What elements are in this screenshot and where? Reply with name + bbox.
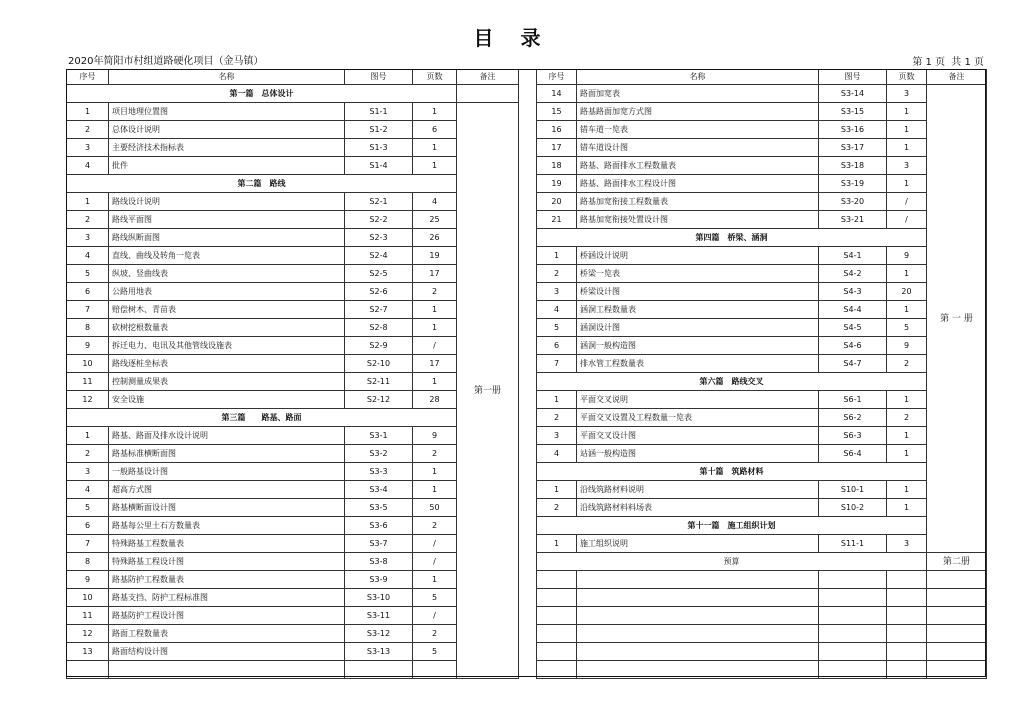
row-number: 21: [537, 211, 577, 229]
row-number: 1: [537, 481, 577, 499]
drawing-name: 项目地理位置图: [109, 103, 345, 121]
empty-cell: [887, 625, 927, 643]
row-number: 3: [537, 427, 577, 445]
page-count: 1: [887, 121, 927, 139]
row-number: 5: [67, 499, 109, 517]
row-number: 18: [537, 157, 577, 175]
drawing-name: 砍树挖根数量表: [109, 319, 345, 337]
row-number: 1: [537, 535, 577, 553]
row-number: 3: [67, 139, 109, 157]
row-number: 2: [537, 499, 577, 517]
drawing-name: 路基加宽衔接处置设计图: [577, 211, 819, 229]
drawing-code: S1-4: [345, 157, 413, 175]
drawing-code: S6-1: [819, 391, 887, 409]
drawing-code: S2-4: [345, 247, 413, 265]
drawing-name: 涵洞工程数量表: [577, 301, 819, 319]
drawing-name: 错车道一览表: [577, 121, 819, 139]
drawing-name: 一般路基设计图: [109, 463, 345, 481]
page-count: 9: [887, 247, 927, 265]
drawing-name: 路基防护工程数量表: [109, 571, 345, 589]
drawing-name: 特殊路基工程设计图: [109, 553, 345, 571]
left-col-name-header: 名称: [109, 70, 345, 85]
drawing-code: S10-1: [819, 481, 887, 499]
row-number: 16: [537, 121, 577, 139]
page-count: 1: [413, 157, 457, 175]
drawing-code: S3-7: [345, 535, 413, 553]
drawing-name: 安全设施: [109, 391, 345, 409]
row-number: 4: [67, 481, 109, 499]
page-count: 3: [887, 157, 927, 175]
row-number: 8: [67, 553, 109, 571]
page-count: 2: [413, 283, 457, 301]
row-number: 5: [67, 265, 109, 283]
page-count: /: [887, 211, 927, 229]
drawing-code: S3-1: [345, 427, 413, 445]
drawing-code: S3-15: [819, 103, 887, 121]
row-number: 1: [537, 391, 577, 409]
drawing-name: 沿线筑路材料料场表: [577, 499, 819, 517]
drawing-code: S3-2: [345, 445, 413, 463]
drawing-name: 路线平面图: [109, 211, 345, 229]
drawing-name: 公路用地表: [109, 283, 345, 301]
empty-cell: [887, 607, 927, 625]
drawing-name: 路线设计说明: [109, 193, 345, 211]
drawing-code: S4-7: [819, 355, 887, 373]
drawing-code: S6-4: [819, 445, 887, 463]
drawing-code: S2-9: [345, 337, 413, 355]
drawing-code: S2-8: [345, 319, 413, 337]
row-number: 2: [67, 121, 109, 139]
row-number: 1: [67, 103, 109, 121]
row-number: 11: [67, 373, 109, 391]
page-count: 1: [887, 499, 927, 517]
empty-cell: [887, 661, 927, 679]
page-count: 1: [887, 391, 927, 409]
row-number: 1: [67, 427, 109, 445]
section-heading: 第十篇 筑路材料: [537, 463, 927, 481]
drawing-code: S3-3: [345, 463, 413, 481]
page-count: 5: [413, 643, 457, 661]
page-count: 6: [413, 121, 457, 139]
page-count: 1: [413, 463, 457, 481]
left-col-code-header: 图号: [345, 70, 413, 85]
left-col-remark-header: 备注: [457, 70, 519, 85]
drawing-code: S4-2: [819, 265, 887, 283]
right-col-remark-header: 备注: [927, 70, 987, 85]
page-count: 9: [413, 427, 457, 445]
page-count: 26: [413, 229, 457, 247]
drawing-code: S3-5: [345, 499, 413, 517]
page-count: 1: [887, 301, 927, 319]
page-count: 4: [413, 193, 457, 211]
page-count: 50: [413, 499, 457, 517]
empty-cell: [577, 589, 819, 607]
drawing-code: S2-10: [345, 355, 413, 373]
drawing-code: S4-6: [819, 337, 887, 355]
drawing-code: S3-13: [345, 643, 413, 661]
empty-cell: [927, 625, 987, 643]
page-info: [909, 53, 984, 68]
page-count: 28: [413, 391, 457, 409]
empty-cell: [577, 625, 819, 643]
drawing-code: S3-16: [819, 121, 887, 139]
drawing-code: S3-4: [345, 481, 413, 499]
drawing-name: 批件: [109, 157, 345, 175]
drawing-code: S3-20: [819, 193, 887, 211]
drawing-name: 直线、曲线及转角一览表: [109, 247, 345, 265]
page-count: 1: [887, 175, 927, 193]
drawing-code: S2-11: [345, 373, 413, 391]
row-number: 10: [67, 355, 109, 373]
drawing-name: 桥梁一览表: [577, 265, 819, 283]
page-count: 17: [413, 265, 457, 283]
drawing-name: 平面交叉说明: [577, 391, 819, 409]
empty-cell: [927, 571, 987, 589]
page-number: 第 1 页: [912, 57, 946, 68]
page-count: 2: [413, 445, 457, 463]
budget-row: 预算: [537, 553, 927, 571]
empty-cell: [927, 589, 987, 607]
page-count: 3: [887, 85, 927, 103]
drawing-name: 错车道设计图: [577, 139, 819, 157]
row-number: 12: [67, 625, 109, 643]
drawing-name: 路基、路面及排水设计说明: [109, 427, 345, 445]
empty-cell: [887, 571, 927, 589]
drawing-code: S10-2: [819, 499, 887, 517]
page-count: 1: [887, 445, 927, 463]
volume-remark: 第二册: [927, 553, 987, 571]
drawing-name: 路基每公里土石方数量表: [109, 517, 345, 535]
right-col-pages-header: 页数: [887, 70, 927, 85]
drawing-name: 施工组织说明: [577, 535, 819, 553]
page-count: 2: [887, 355, 927, 373]
drawing-name: 路基、路面排水工程数量表: [577, 157, 819, 175]
drawing-code: S2-7: [345, 301, 413, 319]
row-number: 2: [67, 445, 109, 463]
empty-cell: [819, 661, 887, 679]
drawing-name: 涵洞一般构造图: [577, 337, 819, 355]
section-heading: 第一篇 总体设计: [67, 85, 457, 103]
empty-cell: [887, 589, 927, 607]
row-number: 12: [67, 391, 109, 409]
drawing-name: 路基防护工程设计图: [109, 607, 345, 625]
row-number: 7: [67, 535, 109, 553]
drawing-name: 拆迁电力、电讯及其他管线设施表: [109, 337, 345, 355]
row-number: 8: [67, 319, 109, 337]
drawing-name: 沿线筑路材料说明: [577, 481, 819, 499]
empty-cell: [413, 661, 457, 679]
page-count: /: [413, 553, 457, 571]
page-title: 目 录: [473, 26, 551, 50]
empty-cell: [577, 661, 819, 679]
drawing-name: 路面工程数量表: [109, 625, 345, 643]
drawing-code: S3-11: [345, 607, 413, 625]
drawing-code: S2-6: [345, 283, 413, 301]
drawing-name: 排水管工程数量表: [577, 355, 819, 373]
drawing-name: 路基支挡、防护工程标准图: [109, 589, 345, 607]
drawing-code: S6-3: [819, 427, 887, 445]
left-col-pages-header: 页数: [413, 70, 457, 85]
page-count: 5: [887, 319, 927, 337]
row-number: 2: [537, 265, 577, 283]
drawing-name: 路基路面加宽方式图: [577, 103, 819, 121]
drawing-name: 路基标准横断面图: [109, 445, 345, 463]
left-remark-blank: [457, 85, 519, 103]
empty-cell: [537, 661, 577, 679]
drawing-name: 控制测量成果表: [109, 373, 345, 391]
drawing-code: S6-2: [819, 409, 887, 427]
row-number: 2: [537, 409, 577, 427]
drawing-name: 路基加宽衔接工程数量表: [577, 193, 819, 211]
empty-cell: [537, 589, 577, 607]
empty-cell: [927, 643, 987, 661]
drawing-name: 路基横断面设计图: [109, 499, 345, 517]
page-count: 19: [413, 247, 457, 265]
empty-cell: [819, 589, 887, 607]
drawing-code: S4-3: [819, 283, 887, 301]
page-count: 2: [413, 625, 457, 643]
drawing-code: S11-1: [819, 535, 887, 553]
row-number: 6: [537, 337, 577, 355]
drawing-code: S3-14: [819, 85, 887, 103]
empty-cell: [577, 607, 819, 625]
empty-cell: [819, 625, 887, 643]
page-count: 17: [413, 355, 457, 373]
page-count: 20: [887, 283, 927, 301]
row-number: 7: [67, 301, 109, 319]
row-number: 3: [537, 283, 577, 301]
drawing-name: 超高方式图: [109, 481, 345, 499]
volume-remark: 第 一 册: [927, 85, 987, 553]
section-heading: 第二篇 路线: [67, 175, 457, 193]
empty-cell: [109, 661, 345, 679]
row-number: 9: [67, 337, 109, 355]
page-count: /: [413, 607, 457, 625]
drawing-code: S4-5: [819, 319, 887, 337]
drawing-name: 路面加宽表: [577, 85, 819, 103]
page-count: 1: [887, 427, 927, 445]
row-number: 13: [67, 643, 109, 661]
empty-cell: [887, 643, 927, 661]
page-count: 9: [887, 337, 927, 355]
drawing-name: 路线逐桩坐标表: [109, 355, 345, 373]
page-count: /: [413, 337, 457, 355]
drawing-code: S3-8: [345, 553, 413, 571]
right-col-no-header: 序号: [537, 70, 577, 85]
drawing-name: 站涵一般构造图: [577, 445, 819, 463]
row-number: 20: [537, 193, 577, 211]
page-count: 5: [413, 589, 457, 607]
page-count: 1: [413, 301, 457, 319]
empty-cell: [927, 607, 987, 625]
drawing-code: S3-9: [345, 571, 413, 589]
drawing-code: S1-1: [345, 103, 413, 121]
drawing-name: 平面交叉设置及工程数量一览表: [577, 409, 819, 427]
page-count: 1: [413, 481, 457, 499]
right-col-name-header: 名称: [577, 70, 819, 85]
row-number: 7: [537, 355, 577, 373]
drawing-name: 主要经济技术指标表: [109, 139, 345, 157]
empty-cell: [927, 661, 987, 679]
empty-cell: [819, 643, 887, 661]
empty-cell: [67, 661, 109, 679]
page-count: 1: [413, 373, 457, 391]
drawing-code: S2-5: [345, 265, 413, 283]
row-number: 17: [537, 139, 577, 157]
row-number: 11: [67, 607, 109, 625]
drawing-name: 路面结构设计图: [109, 643, 345, 661]
page-count: 1: [413, 571, 457, 589]
row-number: 4: [67, 247, 109, 265]
page-count: /: [413, 535, 457, 553]
volume-remark: 第一册: [457, 103, 519, 679]
row-number: 1: [67, 193, 109, 211]
row-number: 1: [537, 247, 577, 265]
empty-cell: [537, 607, 577, 625]
drawing-code: S2-2: [345, 211, 413, 229]
row-number: 5: [537, 319, 577, 337]
page-total: 共 1 页: [951, 57, 984, 68]
row-number: 10: [67, 589, 109, 607]
drawing-name: 桥涵设计说明: [577, 247, 819, 265]
empty-cell: [819, 571, 887, 589]
row-number: 3: [67, 463, 109, 481]
directory-sheet: [66, 69, 986, 679]
page-count: 1: [413, 139, 457, 157]
drawing-name: 赔偿树木、青苗表: [109, 301, 345, 319]
drawing-name: 纵坡、竖曲线表: [109, 265, 345, 283]
drawing-code: S3-21: [819, 211, 887, 229]
page-count: 25: [413, 211, 457, 229]
directory-table: [66, 69, 987, 679]
drawing-code: S2-12: [345, 391, 413, 409]
section-heading: 第六篇 路线交叉: [537, 373, 927, 391]
page-count: /: [887, 193, 927, 211]
page-count: 2: [413, 517, 457, 535]
drawing-code: S1-2: [345, 121, 413, 139]
row-number: 2: [67, 211, 109, 229]
drawing-code: S2-1: [345, 193, 413, 211]
empty-cell: [345, 661, 413, 679]
page-count: 1: [413, 319, 457, 337]
page-count: 1: [887, 481, 927, 499]
empty-cell: [577, 571, 819, 589]
section-heading: 第三篇 路基、路面: [67, 409, 457, 427]
empty-cell: [537, 625, 577, 643]
drawing-code: S3-18: [819, 157, 887, 175]
drawing-name: 平面交叉设计图: [577, 427, 819, 445]
right-col-code-header: 图号: [819, 70, 887, 85]
row-number: 6: [67, 283, 109, 301]
section-heading: 第四篇 桥梁、涵洞: [537, 229, 927, 247]
section-heading: 第十一篇 施工组织计划: [537, 517, 927, 535]
drawing-name: 桥梁设计图: [577, 283, 819, 301]
column-separator: [519, 70, 537, 679]
row-number: 3: [67, 229, 109, 247]
empty-cell: [819, 607, 887, 625]
drawing-name: 涵洞设计图: [577, 319, 819, 337]
empty-cell: [537, 571, 577, 589]
drawing-code: S3-10: [345, 589, 413, 607]
row-number: 9: [67, 571, 109, 589]
page-count: 3: [887, 535, 927, 553]
drawing-code: S4-1: [819, 247, 887, 265]
drawing-code: S3-6: [345, 517, 413, 535]
drawing-code: S4-4: [819, 301, 887, 319]
row-number: 19: [537, 175, 577, 193]
drawing-name: 特殊路基工程数量表: [109, 535, 345, 553]
drawing-code: S3-12: [345, 625, 413, 643]
page-count: 2: [887, 409, 927, 427]
empty-cell: [537, 643, 577, 661]
drawing-name: 路线纵断面图: [109, 229, 345, 247]
drawing-name: 路基、路面排水工程设计图: [577, 175, 819, 193]
row-number: 4: [67, 157, 109, 175]
empty-cell: [577, 643, 819, 661]
row-number: 4: [537, 301, 577, 319]
header-row: [67, 70, 987, 85]
drawing-code: S1-3: [345, 139, 413, 157]
row-number: 15: [537, 103, 577, 121]
left-col-no-header: 序号: [67, 70, 109, 85]
row-number: 4: [537, 445, 577, 463]
drawing-code: S2-3: [345, 229, 413, 247]
page-count: 1: [887, 103, 927, 121]
drawing-name: 总体设计说明: [109, 121, 345, 139]
page-count: 1: [413, 103, 457, 121]
page-count: 1: [887, 139, 927, 157]
row-number: 6: [67, 517, 109, 535]
drawing-code: S3-19: [819, 175, 887, 193]
project-name: 2020年简阳市村组道路硬化项目（金马镇）: [68, 56, 264, 67]
drawing-code: S3-17: [819, 139, 887, 157]
row-number: 14: [537, 85, 577, 103]
page-count: 1: [887, 265, 927, 283]
